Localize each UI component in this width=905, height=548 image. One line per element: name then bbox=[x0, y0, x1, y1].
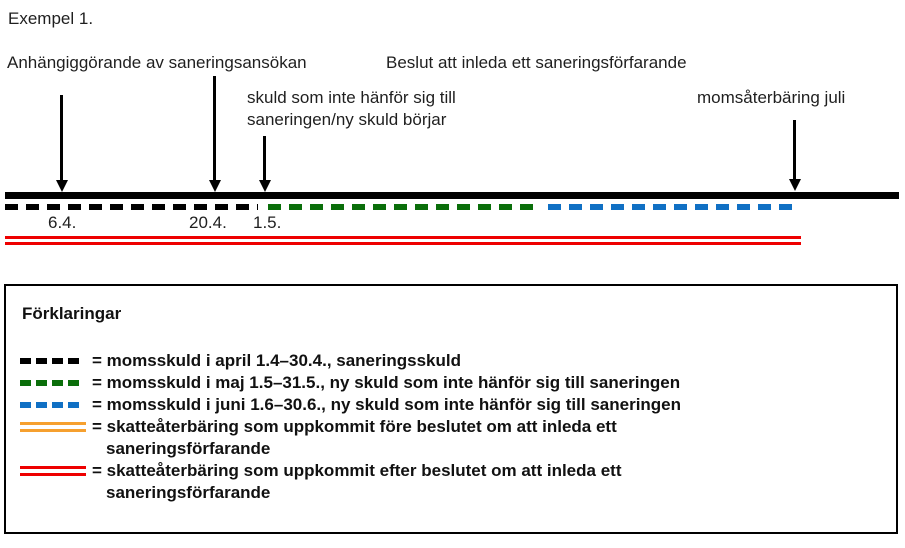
legend-item-refund-after bbox=[20, 460, 882, 504]
arrow-vat-refund bbox=[793, 120, 796, 179]
green-dashed-line-icon bbox=[20, 372, 92, 394]
tick-label-6-4: 6.4. bbox=[48, 213, 77, 232]
legend-item-juni-debt bbox=[20, 394, 882, 416]
timeline-axis bbox=[5, 192, 899, 199]
label-decision-to-open-proceedings: Beslut att inleda ett saneringsförfarande bbox=[386, 53, 687, 72]
black-dashed-line-icon bbox=[20, 350, 92, 372]
segment-april-debt bbox=[5, 204, 258, 210]
segment-maj-debt bbox=[268, 204, 541, 210]
blue-dashed-line-icon bbox=[20, 394, 92, 416]
legend-item-refund-before bbox=[20, 416, 882, 460]
label-new-debt bbox=[247, 87, 456, 131]
orange-double-line-icon bbox=[20, 416, 92, 438]
legend-item-text: = momsskuld i april 1.4–30.4., saneringsskuld bbox=[92, 351, 461, 370]
legend-item-text: = momsskuld i juni 1.6–30.6., ny skuld som inte hänför sig till saneringen bbox=[92, 395, 682, 414]
arrowhead-icon bbox=[56, 180, 68, 192]
segment-refund-after-decision bbox=[5, 236, 801, 245]
arrowhead-icon bbox=[789, 179, 801, 191]
tick-label-1-5: 1.5. bbox=[253, 213, 282, 232]
arrow-date-6-4 bbox=[60, 95, 63, 180]
legend-text-line1: = skatteåterbäring som uppkommit efter beslutet om att inleda ett bbox=[92, 461, 622, 480]
label-filing-of-application: Anhängiggörande av saneringsansökan bbox=[7, 53, 307, 72]
legend-item-maj-debt bbox=[20, 372, 882, 394]
label-new-debt-line1: skuld som inte hänför sig till bbox=[247, 88, 456, 107]
segment-juni-debt bbox=[548, 204, 795, 210]
legend-text-line2: saneringsförfarande bbox=[106, 483, 271, 502]
legend-text-line1: = skatteåterbäring som uppkommit före beslutet om att inleda ett bbox=[92, 417, 617, 436]
red-double-line-icon bbox=[20, 460, 92, 482]
legend-text-line2: saneringsförfarande bbox=[106, 439, 271, 458]
arrow-date-1-5 bbox=[263, 136, 266, 180]
arrowhead-icon bbox=[209, 180, 221, 192]
legend-heading: Förklaringar bbox=[22, 304, 122, 323]
legend-rows bbox=[20, 350, 882, 504]
legend-item-text: = momsskuld i maj 1.5–31.5., ny skuld som inte hänför sig till saneringen bbox=[92, 373, 681, 392]
legend-item-text bbox=[92, 460, 621, 504]
legend-box bbox=[4, 284, 898, 534]
legend-item-text bbox=[92, 416, 617, 460]
tick-label-20-4: 20.4. bbox=[189, 213, 227, 232]
label-vat-refund-july: momsåterbäring juli bbox=[697, 88, 846, 107]
arrowhead-icon bbox=[259, 180, 271, 192]
label-new-debt-line2: saneringen/ny skuld börjar bbox=[247, 110, 447, 129]
legend-item-april-debt bbox=[20, 350, 882, 372]
arrow-date-20-4 bbox=[213, 76, 216, 180]
diagram-title: Exempel 1. bbox=[8, 9, 94, 28]
